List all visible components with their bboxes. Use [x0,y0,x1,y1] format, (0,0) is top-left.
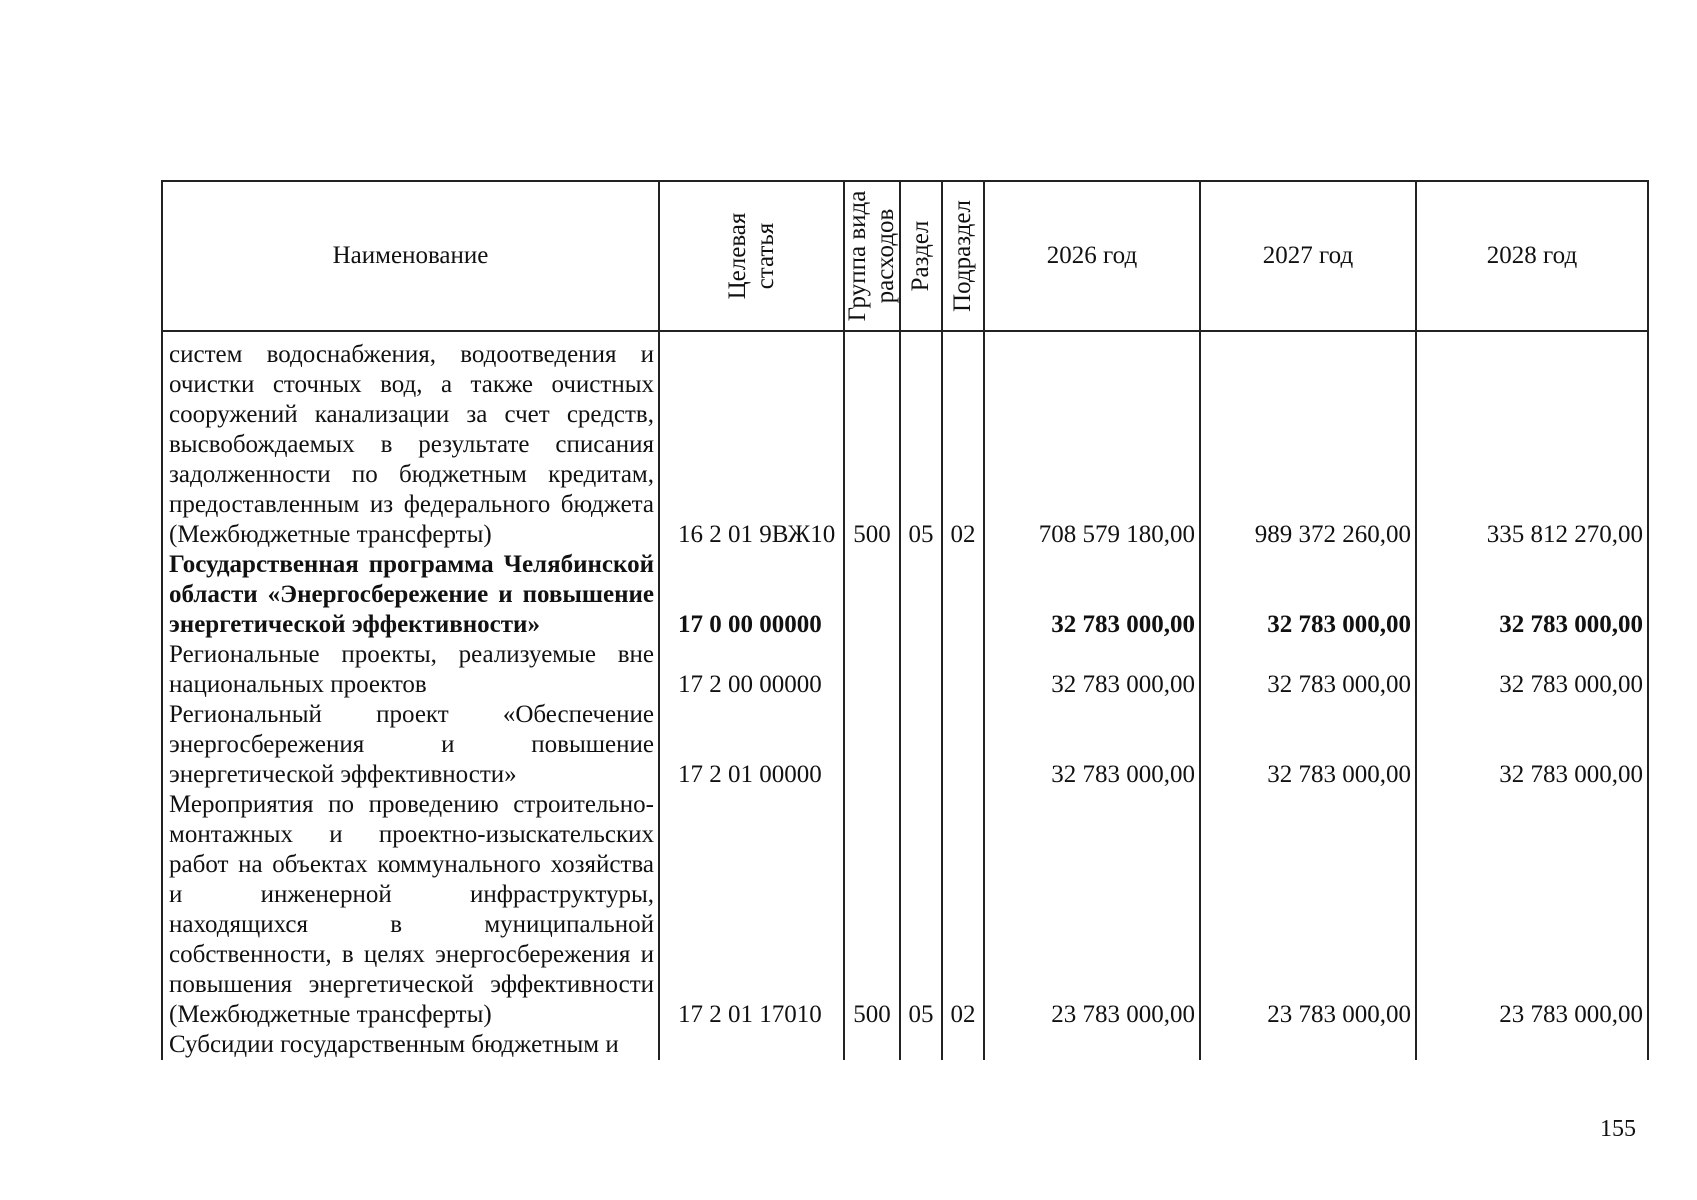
row-2027: 32 783 000,00 [1200,640,1416,700]
header-expense-group-text [844,191,900,322]
gap-cell [162,331,659,340]
row-target-code: 16 2 01 9ВЖ10 [659,340,844,550]
row-subsection: 02 [942,340,984,550]
row-expense-group [844,550,900,640]
row-name: Мероприятия по проведению строительно-монтажных и проектно-изыскательских работ на объектах коммунального хозяйства и инженерной инфраструктуры, находящихся в муниципальной собственности, в целях энергосбережения и повышения энергетической эффективности (Межбюджетные трансферты) [162,790,659,1030]
row-2026: 32 783 000,00 [984,550,1200,640]
table-row [162,700,1648,790]
row-2027: 32 783 000,00 [1200,550,1416,640]
gap-cell [1200,331,1416,340]
row-subsection [942,550,984,640]
row-section [900,640,942,700]
header-target-line2: статья [751,222,779,290]
row-section: 05 [900,340,942,550]
gap-cell [984,331,1200,340]
row-2027: 989 372 260,00 [1200,340,1416,550]
gap-cell [844,331,900,340]
table-row [162,340,1648,550]
header-subsection-text: Подраздел [949,200,976,312]
header-2027-text: 2027 год [1262,242,1354,269]
row-section: 05 [900,790,942,1030]
page-number: 155 [1600,1116,1636,1142]
row-name: Региональный проект «Обеспечение энергосбережения и повышение энергетической эффективности» [162,700,659,790]
row-section [900,700,942,790]
row-expense-group [844,700,900,790]
header-2026 [984,181,1200,331]
gap-cell [659,331,844,340]
row-expense-group: 500 [844,340,900,550]
header-2027 [1200,181,1416,331]
header-name [162,181,659,331]
row-2026: 32 783 000,00 [984,640,1200,700]
header-section-text: Раздел [907,220,934,292]
table-row [162,790,1648,1030]
header-2028-text: 2028 год [1486,242,1578,269]
gap-cell [1416,331,1648,340]
header-target-article [659,181,844,331]
row-2027: 32 783 000,00 [1200,700,1416,790]
gap-cell [900,331,942,340]
row-expense-group: 500 [844,790,900,1030]
row-name: Субсидии государственным бюджетным и [162,1030,659,1060]
table-header-row [162,181,1648,331]
row-name: систем водоснабжения, водоотведения и очистки сточных вод, а также очистных сооружений канализации за счет средств, высвобождаемых в результате списания задолженности по бюджетным кредитам, предоставленным из федерального бюджета (Межбюджетные трансферты) [162,340,659,550]
row-2026: 708 579 180,00 [984,340,1200,550]
table-row [162,640,1648,700]
row-target-code: 17 0 00 00000 [659,550,844,640]
row-2026: 32 783 000,00 [984,700,1200,790]
header-subsection [942,181,984,331]
header-target-article-text [724,213,780,300]
row-name: Государственная программа Челябинской области «Энергосбережение и повышение энергетической эффективности» [162,550,659,640]
row-2028: 32 783 000,00 [1416,550,1648,640]
row-2028: 335 812 270,00 [1416,340,1648,550]
gap-cell [942,331,984,340]
row-section [900,550,942,640]
header-2026-text: 2026 год [1046,242,1138,269]
row-name: Региональные проекты, реализуемые вне национальных проектов [162,640,659,700]
row-2028: 32 783 000,00 [1416,700,1648,790]
row-subsection [942,700,984,790]
row-target-code: 17 2 01 17010 [659,790,844,1030]
header-group-line1: Группа вида [844,190,871,322]
header-name-text: Наименование [332,242,489,269]
row-expense-group [844,640,900,700]
row-2028: 32 783 000,00 [1416,640,1648,700]
row-2028 [1416,1030,1648,1060]
header-expense-group [844,181,900,331]
row-2026 [984,1030,1200,1060]
table-gap-row [162,331,1648,340]
row-2027: 23 783 000,00 [1200,790,1416,1030]
row-subsection [942,1030,984,1060]
header-2028 [1416,181,1648,331]
row-target-code: 17 2 01 00000 [659,700,844,790]
row-2026: 23 783 000,00 [984,790,1200,1030]
header-target-line1: Целевая [723,212,751,300]
table-row [162,1030,1648,1060]
row-expense-group [844,1030,900,1060]
row-2028: 23 783 000,00 [1416,790,1648,1030]
row-section [900,1030,942,1060]
row-target-code [659,1030,844,1060]
table-row [162,550,1648,640]
budget-table [161,180,1649,1060]
row-target-code: 17 2 00 00000 [659,640,844,700]
header-section [900,181,942,331]
header-group-line2: расходов [872,208,899,304]
row-subsection [942,640,984,700]
row-2027 [1200,1030,1416,1060]
row-subsection: 02 [942,790,984,1030]
